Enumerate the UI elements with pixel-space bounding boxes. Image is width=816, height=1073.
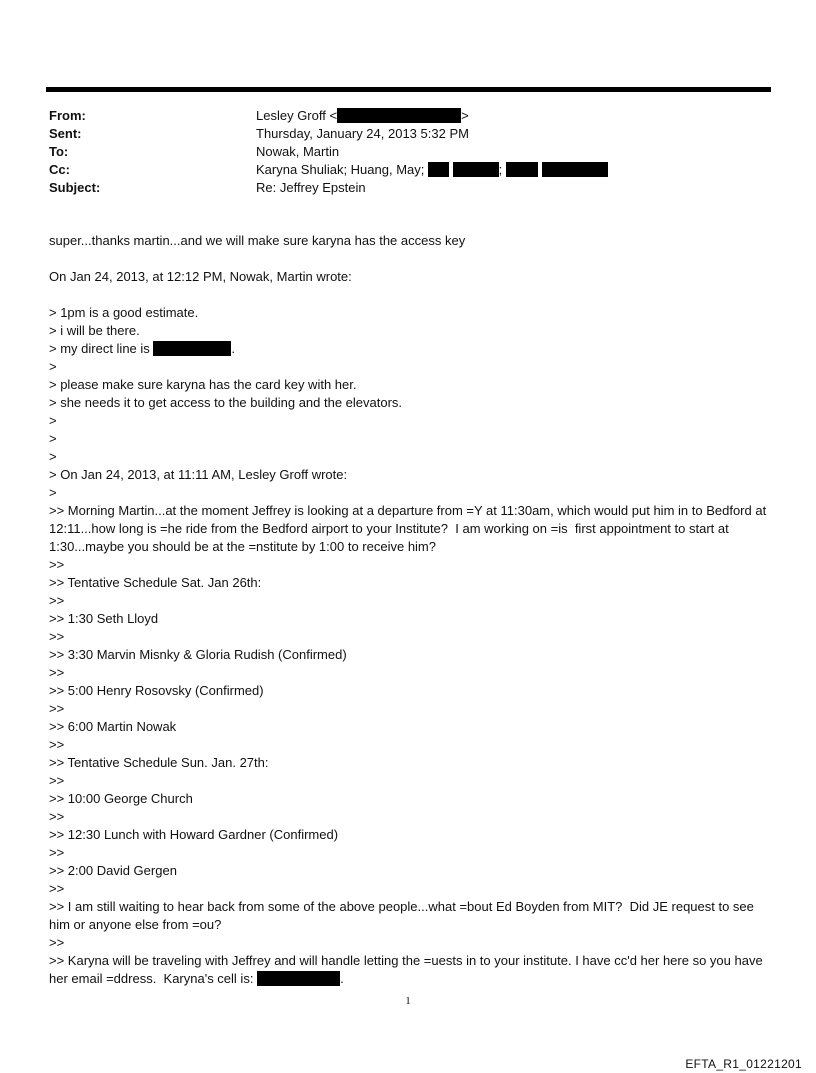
sent-label: Sent: bbox=[49, 126, 82, 141]
redaction-box bbox=[453, 162, 499, 177]
redaction-box bbox=[257, 971, 340, 986]
body-line bbox=[49, 340, 774, 358]
body-line: >> bbox=[49, 665, 65, 680]
quote-header: On Jan 24, 2013, at 12:12 PM, Nowak, Martin wrote: bbox=[49, 269, 352, 284]
from-label: From: bbox=[49, 108, 86, 123]
redaction-box bbox=[428, 162, 449, 177]
body-line: > bbox=[49, 485, 57, 500]
body-line: > bbox=[49, 449, 57, 464]
redaction-box bbox=[542, 162, 608, 177]
quote-header: > On Jan 24, 2013, at 11:11 AM, Lesley Groff wrote: bbox=[49, 467, 348, 482]
body-line: >> bbox=[49, 881, 65, 896]
email-body bbox=[49, 232, 774, 988]
from-name: Lesley Groff < bbox=[256, 108, 338, 123]
body-punct: . bbox=[231, 341, 236, 356]
cc-value bbox=[256, 161, 608, 179]
body-line: >> bbox=[49, 845, 65, 860]
body-line: super...thanks martin...and we will make sure karyna has the access key bbox=[49, 233, 466, 248]
body-line: > bbox=[49, 359, 57, 374]
from-value bbox=[256, 107, 469, 125]
cc-separator: ; bbox=[498, 162, 503, 177]
body-line: >> bbox=[49, 737, 65, 752]
body-line: >> bbox=[49, 557, 65, 572]
body-punct: . bbox=[340, 971, 344, 986]
body-paragraph: >> Morning Martin...at the moment Jeffrey is looking at a departure from =Y at 11:30am, which would put him in to Bedford at 12:11...how long is =he ride from the Bedford airport to your Institute? I am working on =is first appointment to start at 1:30...maybe you should be at the =nstitute by 1:00 to receive him? bbox=[49, 503, 770, 554]
header-rule bbox=[46, 87, 771, 92]
to-value: Nowak, Martin bbox=[256, 144, 340, 159]
to-label: To: bbox=[49, 144, 69, 159]
subject-value: Re: Jeffrey Epstein bbox=[256, 180, 366, 195]
cc-names: Karyna Shuliak; Huang, May; bbox=[256, 162, 425, 177]
schedule-item: >> 1:30 Seth Lloyd bbox=[49, 611, 159, 626]
redaction-box bbox=[506, 162, 538, 177]
schedule-item: >> 3:30 Marvin Misnky & Gloria Rudish (Confirmed) bbox=[49, 647, 347, 662]
redaction-box bbox=[153, 341, 231, 356]
sent-value: Thursday, January 24, 2013 5:32 PM bbox=[256, 126, 469, 141]
cell-text: >> Karyna will be traveling with Jeffrey and will handle letting the =uests in to your institute. I have cc'd her here so you have her email =ddress. Karyna's cell is: bbox=[49, 953, 767, 986]
body-line: > bbox=[49, 413, 57, 428]
cc-label: Cc: bbox=[49, 162, 70, 177]
schedule-item: >> 6:00 Martin Nowak bbox=[49, 719, 177, 734]
from-close: > bbox=[461, 108, 469, 123]
body-line: >> bbox=[49, 593, 65, 608]
direct-line-label: > my direct line is bbox=[49, 341, 150, 356]
schedule-item: >> 5:00 Henry Rosovsky (Confirmed) bbox=[49, 683, 264, 698]
body-line: > 1pm is a good estimate. bbox=[49, 305, 199, 320]
body-line: > please make sure karyna has the card key with her. bbox=[49, 377, 357, 392]
body-paragraph: >> I am still waiting to hear back from some of the above people...what =bout Ed Boyden from MIT? Did JE request to see him or anyone else from =ou? bbox=[49, 899, 758, 932]
body-line: >> bbox=[49, 773, 65, 788]
page-number: 1 bbox=[405, 995, 411, 1007]
schedule-item: >> 10:00 George Church bbox=[49, 791, 193, 806]
schedule-item: >> 2:00 David Gergen bbox=[49, 863, 177, 878]
body-line: > she needs it to get access to the building and the elevators. bbox=[49, 395, 403, 410]
redaction-box bbox=[337, 108, 461, 123]
subject-label: Subject: bbox=[49, 180, 101, 195]
body-paragraph bbox=[49, 952, 774, 988]
body-line: > bbox=[49, 431, 57, 446]
body-line: >> bbox=[49, 629, 65, 644]
schedule-item: >> 12:30 Lunch with Howard Gardner (Confirmed) bbox=[49, 827, 339, 842]
body-line: > i will be there. bbox=[49, 323, 140, 338]
body-line: >> bbox=[49, 935, 65, 950]
document-id: EFTA_R1_01221201 bbox=[685, 1057, 802, 1071]
schedule-heading: >> Tentative Schedule Sun. Jan. 27th: bbox=[49, 755, 269, 770]
body-line: >> bbox=[49, 701, 65, 716]
body-line: >> bbox=[49, 809, 65, 824]
schedule-heading: >> Tentative Schedule Sat. Jan 26th: bbox=[49, 575, 262, 590]
